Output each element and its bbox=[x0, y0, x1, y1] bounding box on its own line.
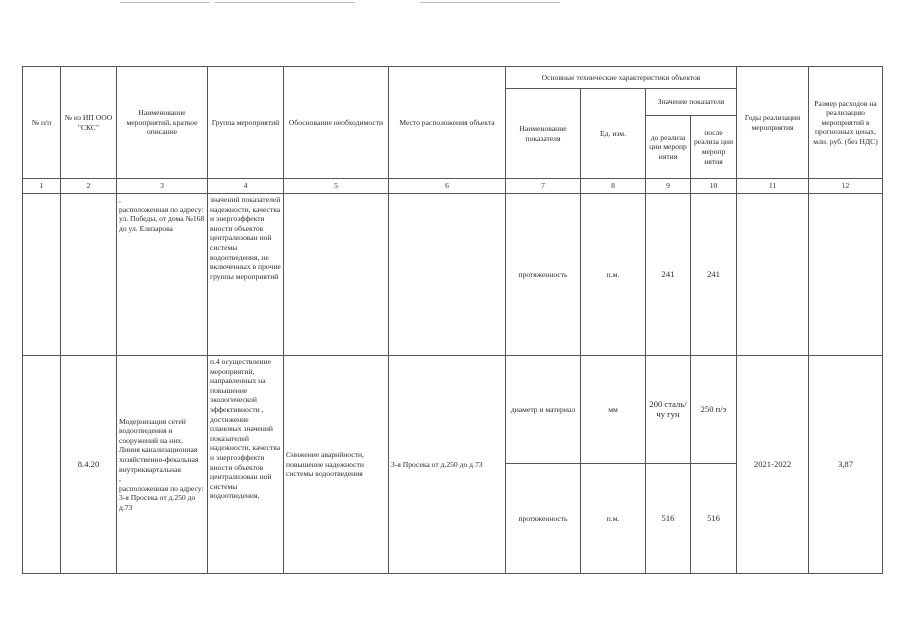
table-row bbox=[23, 194, 883, 356]
implementation-years: 2021-2022 bbox=[737, 356, 809, 574]
header-value-after: после реализа ции меропр иятия bbox=[691, 116, 737, 179]
header-measure-group: Группа мероприятий bbox=[208, 67, 284, 179]
object-location: 3-я Просека от д.250 до д.73 bbox=[389, 356, 506, 574]
indicator-unit: п.м. bbox=[581, 194, 646, 356]
indicator-unit: мм bbox=[581, 356, 646, 464]
column-number: 2 bbox=[61, 179, 117, 194]
header-justification: Обоснование необходимости bbox=[284, 67, 389, 179]
justification: Снижение аварийности, повышение надежности системы водоотведения bbox=[284, 356, 389, 574]
header-tech-characteristics: Основные технические характеристики объектов bbox=[506, 67, 737, 89]
header-years: Годы реализации мероприятия bbox=[737, 67, 809, 179]
value-before: 241 bbox=[646, 194, 691, 356]
measure-description: Модернизация сетей водоотведения и сооружений на них. Линия канализационная хозяйственно-фекальная внутриквартальная , расположенная по адресу: 3-я Просека от д.250 до д.73 bbox=[117, 356, 208, 574]
column-number: 5 bbox=[284, 179, 389, 194]
cell-empty bbox=[61, 194, 117, 356]
value-before: 516 bbox=[646, 464, 691, 574]
column-number: 4 bbox=[208, 179, 284, 194]
cost-value: 3,87 bbox=[809, 356, 883, 574]
measure-description: , расположенная по адресу: ул. Победы, от дома №168 до ул. Елизарова bbox=[117, 194, 208, 356]
indicator-name: протяженность bbox=[506, 194, 581, 356]
header-location: Место расположения объекта bbox=[389, 67, 506, 179]
column-number: 1 bbox=[23, 179, 61, 194]
measure-group: значений показателей надежности, качества и энергоэффекти вности объектов централизован ной системы водоотведения, не включенных в прочие группы мероприятий bbox=[208, 194, 284, 356]
indicator-name: протяженность bbox=[506, 464, 581, 574]
table-row bbox=[23, 356, 883, 464]
column-number-row bbox=[23, 179, 883, 194]
header-indicator-value: Значение показателя bbox=[646, 89, 737, 116]
value-after: 250 п/э bbox=[691, 356, 737, 464]
column-number: 11 bbox=[737, 179, 809, 194]
scan-edge-line bbox=[420, 2, 560, 3]
header-value-before: до реализа ции меропр иятия bbox=[646, 116, 691, 179]
column-number: 3 bbox=[117, 179, 208, 194]
measures-table bbox=[22, 66, 883, 574]
header-measure-name: Наименование мероприятий, краткое описание bbox=[117, 67, 208, 179]
value-after: 241 bbox=[691, 194, 737, 356]
measure-group: п.4 осуществление мероприятий, направленных на повышение экологической эффективности , достижение плановых значений показателей надежности, качества и энергоэффекти вности объектов централизован ной системы водоотведения, bbox=[208, 356, 284, 574]
cell-empty bbox=[737, 194, 809, 356]
scan-edge-line bbox=[215, 2, 355, 3]
value-after: 516 bbox=[691, 464, 737, 574]
header-program-no: № из ИП ООО "СКС" bbox=[61, 67, 117, 179]
column-number: 6 bbox=[389, 179, 506, 194]
column-number: 12 bbox=[809, 179, 883, 194]
column-number: 8 bbox=[581, 179, 646, 194]
header-indicator-name: Наименование показателя bbox=[506, 89, 581, 179]
indicator-unit: п.м. bbox=[581, 464, 646, 574]
value-before: 200 сталь/чу гун bbox=[646, 356, 691, 464]
cell-empty bbox=[809, 194, 883, 356]
header-index: № п/п bbox=[23, 67, 61, 179]
column-number: 7 bbox=[506, 179, 581, 194]
indicator-name: диаметр и материал bbox=[506, 356, 581, 464]
cell-empty bbox=[23, 356, 61, 574]
column-number: 10 bbox=[691, 179, 737, 194]
scan-edge-line bbox=[120, 2, 210, 3]
header-unit: Ед. изм. bbox=[581, 89, 646, 179]
cell-empty bbox=[23, 194, 61, 356]
program-number: 8.4.20 bbox=[61, 356, 117, 574]
header-cost: Размер расходов на реализацию мероприятий в прогнозных ценах, млн. руб. (без НДС) bbox=[809, 67, 883, 179]
cell-empty bbox=[389, 194, 506, 356]
cell-empty bbox=[284, 194, 389, 356]
column-number: 9 bbox=[646, 179, 691, 194]
